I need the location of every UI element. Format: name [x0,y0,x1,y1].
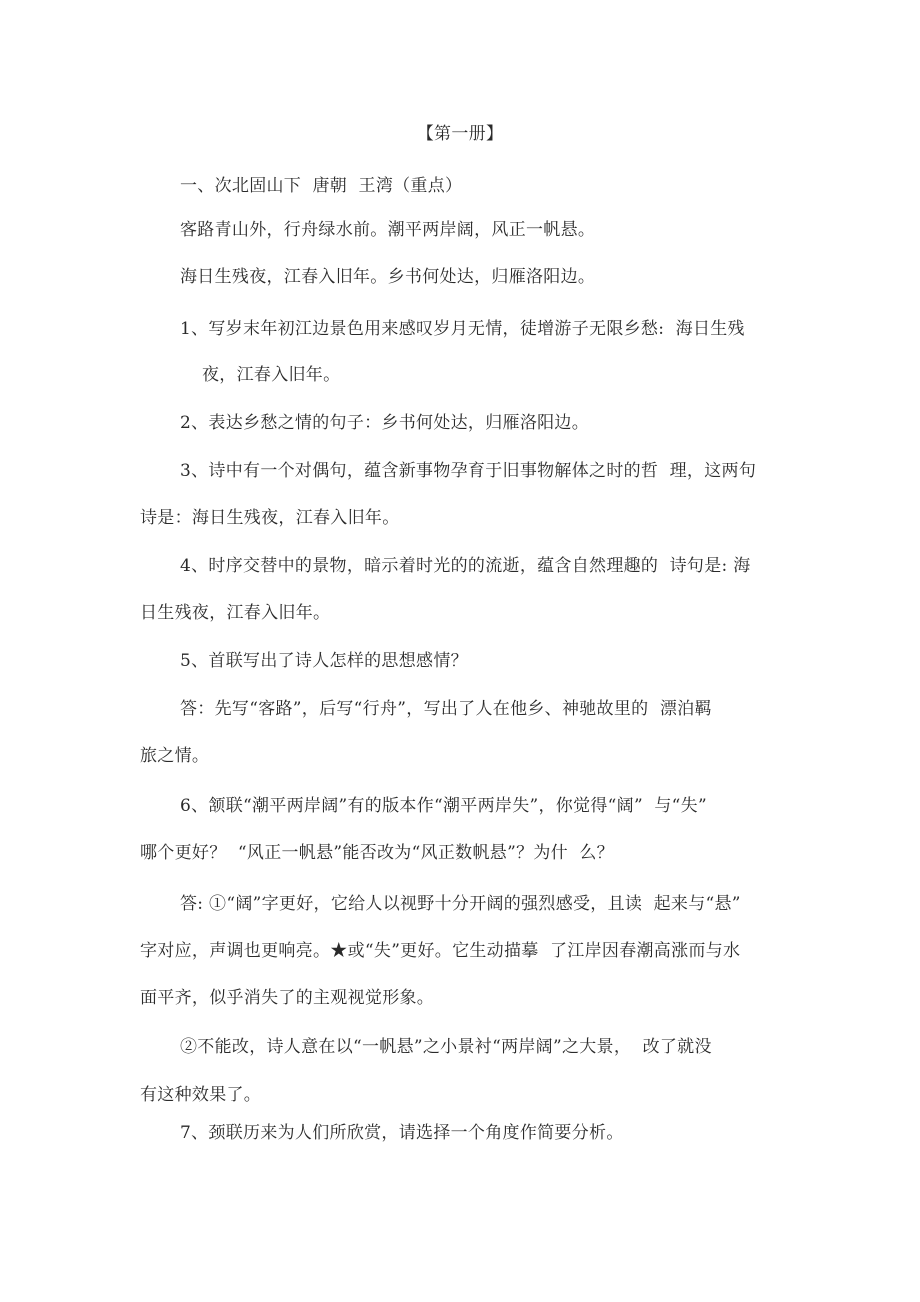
question-6: 6、颔联“潮平两岸阔”有的版本作“潮平两岸失”，你觉得“阔” 与“失” [180,796,707,816]
question-6-cont: 哪个更好？ “风正一帆悬”能否改为“风正数帆悬”？为什 么？ [140,843,614,863]
answer-6-cont: 面平齐，似乎消失了的主观视觉形象。 [140,988,435,1008]
question-7: 7、颈联历来为人们所欣赏，请选择一个角度作简要分析。 [180,1123,624,1143]
answer-6-part2: ②不能改，诗人意在以“一帆悬”之小景衬“两岸阔”之大景， 改了就没 [180,1037,712,1057]
poem-line: 海日生残夜，江春入旧年。乡书何处达，归雁洛阳边。 [180,267,596,287]
question-4: 4、时序交替中的景物，暗示着时光的的流逝，蕴含自然理趣的 诗句是: 海 [180,556,751,576]
answer-6-cont: 字对应，声调也更响亮。★或“失”更好。它生动描摹 了江岸因春潮高涨而与水 [140,941,741,961]
question-5: 5、首联写出了诗人怎样的思想感情？ [180,651,468,671]
answer-6: 答: ①“阔”字更好，它给人以视野十分开阔的强烈感受，且读 起来与“悬” [180,894,741,914]
answer-5: 答：先写“客路”，后写“行舟”，写出了人在他乡、神驰故里的 漂泊羁 [180,699,712,719]
question-4-cont: 日生残夜，江春入旧年。 [140,603,331,623]
answer-6-part2-cont: 有这种效果了。 [140,1085,262,1105]
question-1: 1、写岁末年初江边景色用来感叹岁月无情，徒增游子无限乡愁: 海日生残 [180,319,745,339]
poem-heading: 一、次北固山下 唐朝 王湾（重点） [180,176,463,196]
question-3-cont: 诗是：海日生残夜，江春入旧年。 [140,508,400,528]
poem-line: 客路青山外，行舟绿水前。潮平两岸阔，风正一帆悬。 [180,220,596,240]
question-2: 2、表达乡愁之情的句子：乡书何处达，归雁洛阳边。 [180,413,590,433]
volume-title: 【第一册】 [416,124,504,144]
question-3: 3、诗中有一个对偶句，蕴含新事物孕育于旧事物解体之时的哲 理，这两句 [180,461,757,481]
answer-5-cont: 旅之情。 [140,746,210,766]
question-1-cont: 夜，江春入旧年。 [202,365,341,385]
